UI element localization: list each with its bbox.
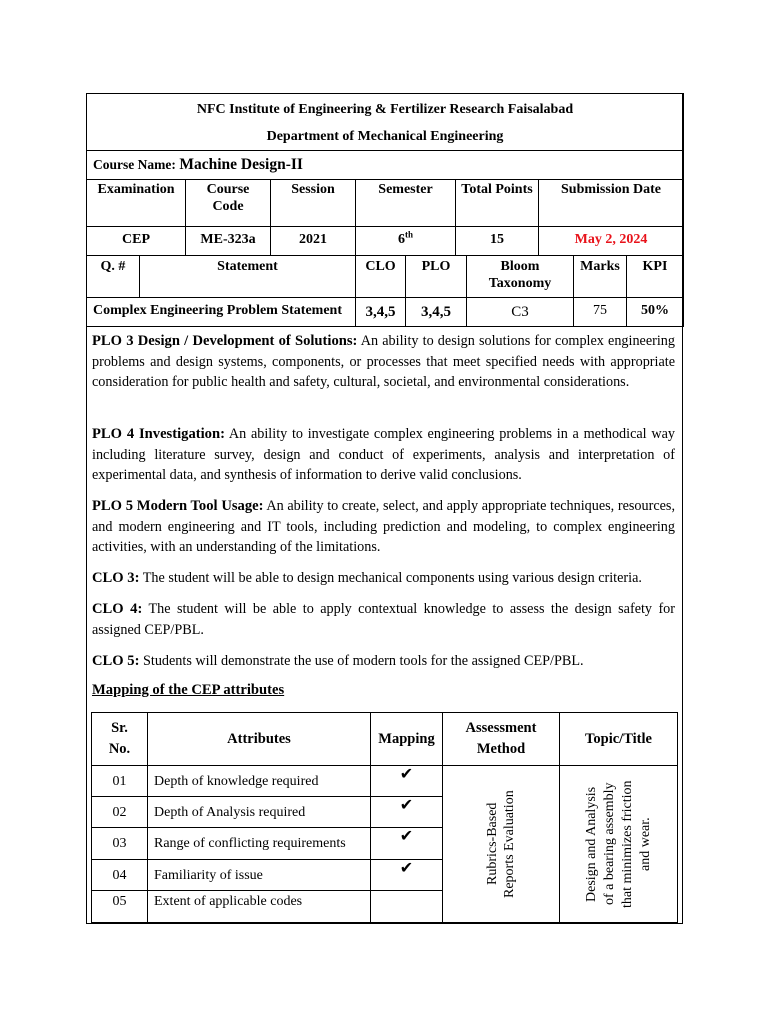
bloom-value: C3 xyxy=(467,298,574,327)
plo-5-paragraph xyxy=(92,496,675,558)
attribute-cell: Depth of knowledge required xyxy=(148,766,371,797)
submission-date-value: May 2, 2024 xyxy=(539,227,684,256)
department-name: Department of Mechanical Engineering xyxy=(266,129,504,144)
check-icon: ✔ xyxy=(371,860,443,891)
plo-5-text: An ability to create, select, and apply appropriate techniques, resources, and modern engineering and IT tools, including prediction and modeling, to complex engineering activities, with an understanding of the limitations. xyxy=(92,498,675,556)
attribute-cell: Familiarity of issue xyxy=(148,860,371,891)
total-points-value: 15 xyxy=(456,227,539,256)
sr-no-cell: 03 xyxy=(92,828,148,860)
header-submission-date: Submission Date xyxy=(539,180,684,227)
header-topic-title: Topic/Title xyxy=(560,713,678,766)
plo-3-text: An ability to design solutions for complex engineering problems and design systems, components, or processes that meet specified needs with appropriate consideration for public health and safety, cultural, societal, and environmental considerations. xyxy=(92,333,675,391)
clo-value: 3,4,5 xyxy=(356,298,406,327)
header-semester: Semester xyxy=(356,180,456,227)
plo-3-label: PLO 3 Design / Development of Solutions: xyxy=(92,333,358,349)
header-session: Session xyxy=(271,180,356,227)
sr-no-cell: 05 xyxy=(92,891,148,923)
clo-4-paragraph xyxy=(92,599,675,640)
clo-5-label: CLO 5: xyxy=(92,653,140,669)
check-icon: ✔ xyxy=(371,828,443,860)
course-name-label: Course Name: xyxy=(93,157,176,172)
plo-5-label: PLO 5 Modern Tool Usage: xyxy=(92,498,264,514)
topic-title-cell: Design and Analysis of a bearing assembly that minimizes friction and wear. xyxy=(560,766,678,923)
title-block xyxy=(86,93,684,180)
header-mapping: Mapping xyxy=(371,713,443,766)
kpi-value: 50% xyxy=(627,298,684,327)
sr-no-cell: 04 xyxy=(92,860,148,891)
institute-name: NFC Institute of Engineering & Fertilizer Research Faisalabad xyxy=(196,102,574,117)
plo-3-paragraph xyxy=(92,331,675,393)
clo-5-paragraph xyxy=(92,651,675,672)
mapping-cell xyxy=(371,891,443,923)
plo-4-paragraph xyxy=(92,424,675,486)
header-marks: Marks xyxy=(574,256,627,298)
course-code-value: ME-323a xyxy=(186,227,271,256)
header-plo: PLO xyxy=(406,256,467,298)
semester-value: 6th xyxy=(356,227,456,256)
examination-value: CEP xyxy=(87,227,186,256)
check-icon: ✔ xyxy=(371,797,443,828)
plo-value: 3,4,5 xyxy=(406,298,467,327)
header-bloom-taxonomy: Bloom Taxonomy xyxy=(467,256,574,298)
clo-3-paragraph xyxy=(92,568,675,589)
header-total-points: Total Points xyxy=(456,180,539,227)
plo-4-label: PLO 4 Investigation: xyxy=(92,426,225,442)
assessment-method-cell: Rubrics-Based Reports Evaluation xyxy=(443,766,560,923)
plo-4-text: An ability to investigate complex engineering problems in a methodical way including literature survey, design and conduct of experiments, analysis and interpretation of experimental data, and synthesis of information to derive valid conclusions. xyxy=(92,426,675,484)
attribute-cell: Extent of applicable codes xyxy=(148,891,371,923)
clo-3-label: CLO 3: xyxy=(92,570,140,586)
header-course-code: Course Code xyxy=(206,182,250,214)
mapping-table xyxy=(91,712,678,923)
attribute-cell: Depth of Analysis required xyxy=(148,797,371,828)
header-attributes: Attributes xyxy=(148,713,371,766)
clo-3-text: The student will be able to design mechanical components using various design criteria. xyxy=(139,570,642,586)
header-clo: CLO xyxy=(356,256,406,298)
session-value: 2021 xyxy=(271,227,356,256)
header-kpi: KPI xyxy=(627,256,684,298)
clo-4-label: CLO 4: xyxy=(92,601,143,617)
clo-4-text: The student will be able to apply contextual knowledge to assess the design safety for assigned CEP/PBL. xyxy=(92,601,675,638)
marks-value: 75 xyxy=(574,298,627,327)
attribute-cell: Range of conflicting requirements xyxy=(148,828,371,860)
header-statement: Statement xyxy=(140,256,356,298)
exam-info-table xyxy=(86,179,684,256)
table-row xyxy=(92,766,678,797)
clo-5-text: Students will demonstrate the use of modern tools for the assigned CEP/PBL. xyxy=(139,653,584,669)
header-q-number: Q. # xyxy=(87,256,140,298)
statement-value: Complex Engineering Problem Statement xyxy=(87,298,356,327)
question-table xyxy=(86,255,684,327)
sr-no-cell: 01 xyxy=(92,766,148,797)
course-name-value: Machine Design-II xyxy=(179,156,303,173)
mapping-title: Mapping of the CEP attributes xyxy=(92,682,285,698)
check-icon: ✔ xyxy=(371,766,443,797)
header-sr-no: Sr. No. xyxy=(92,713,148,766)
sr-no-cell: 02 xyxy=(92,797,148,828)
header-assessment-method: Assessment Method xyxy=(443,713,560,766)
header-examination: Examination xyxy=(87,180,186,227)
